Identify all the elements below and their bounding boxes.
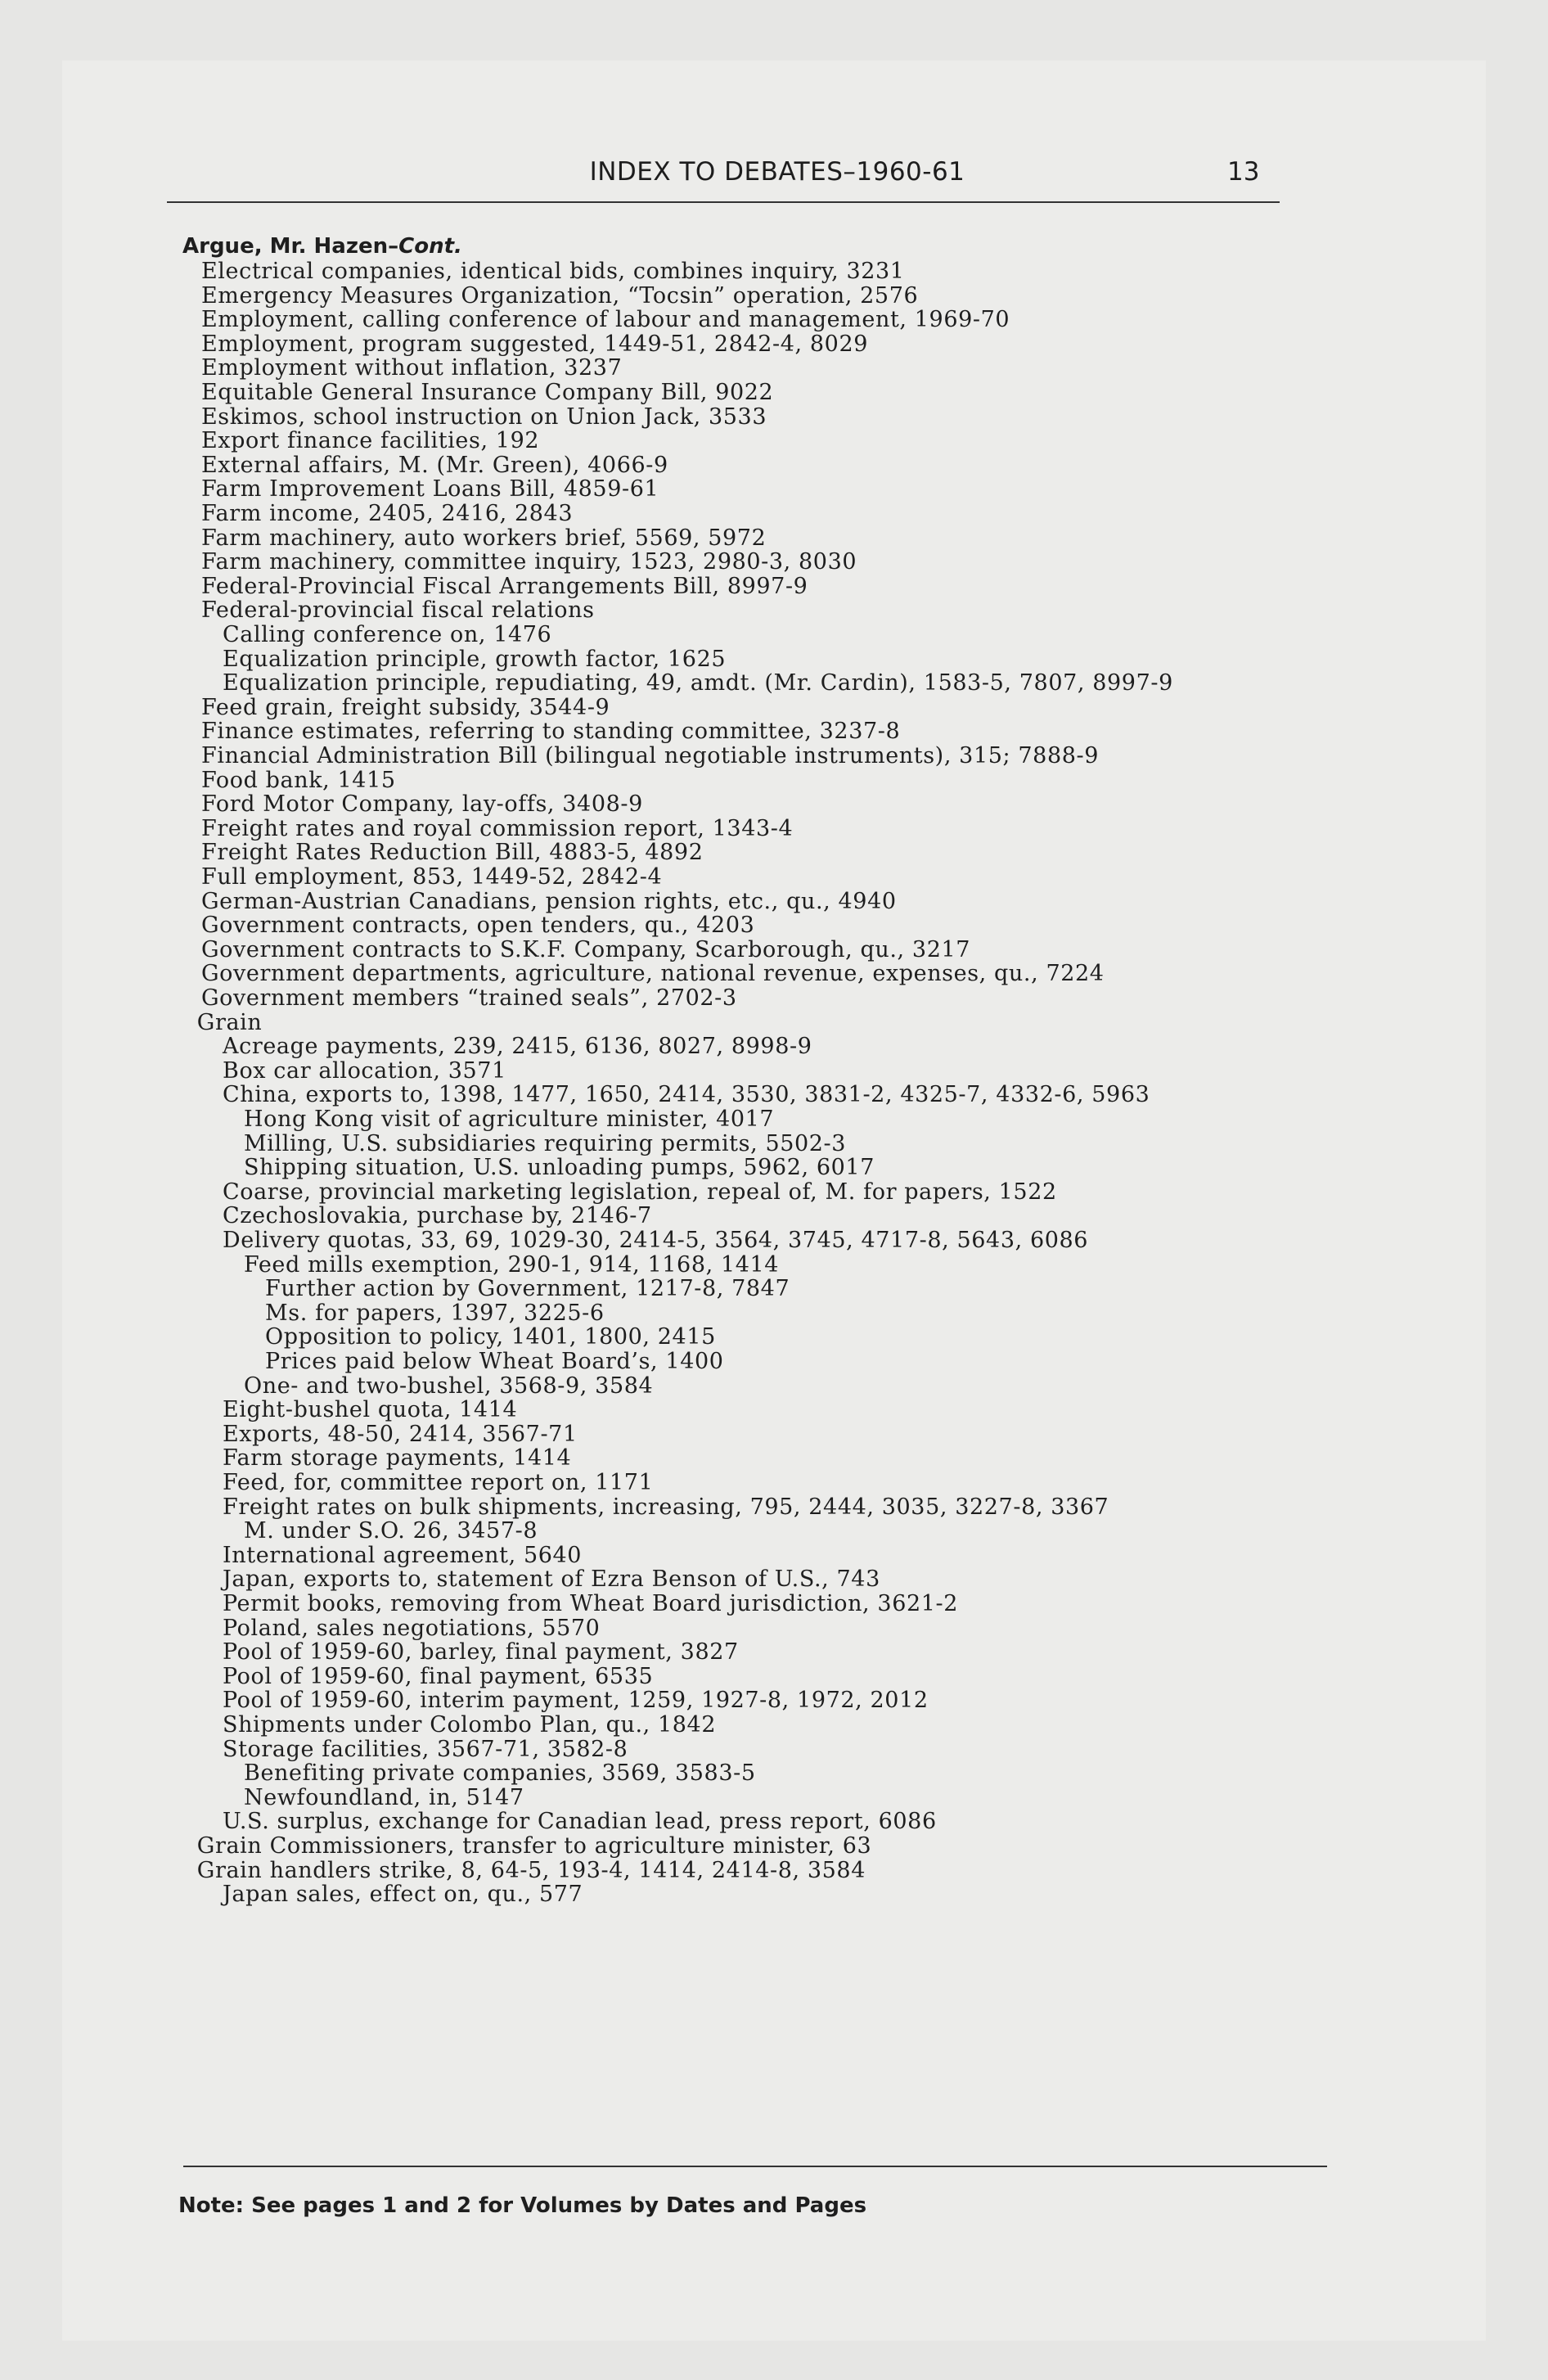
index-entry: Delivery quotas, 33, 69, 1029-30, 2414-5, 3564, 3745, 4717-8, 5643, 6086 <box>223 1228 1089 1253</box>
index-entry: Feed mills exemption, 290-1, 914, 1168, 1414 <box>244 1252 780 1278</box>
index-entry: External affairs, M. (Mr. Green), 4066-9 <box>201 453 668 478</box>
index-entry: Further action by Government, 1217-8, 7847 <box>265 1276 790 1301</box>
index-entry: Coarse, provincial marketing legislation, repeal of, M. for papers, 1522 <box>223 1179 1057 1205</box>
heading-cont: Cont. <box>398 234 462 259</box>
index-entry: Food bank, 1415 <box>201 768 396 793</box>
index-entry: M. under S.O. 26, 3457-8 <box>244 1518 538 1544</box>
index-entry: U.S. surplus, exchange for Canadian lead, press report, 6086 <box>223 1809 937 1834</box>
index-entry: Farm Improvement Loans Bill, 4859-61 <box>201 476 659 502</box>
index-entry: China, exports to, 1398, 1477, 1650, 2414, 3530, 3831-2, 4325-7, 4332-6, 5963 <box>223 1082 1150 1107</box>
index-entry: Grain Commissioners, transfer to agriculture minister, 63 <box>196 1833 872 1859</box>
index-entry: Eight-bushel quota, 1414 <box>223 1397 518 1422</box>
index-entry: Newfoundland, in, 5147 <box>244 1785 524 1810</box>
index-entry: Grain handlers strike, 8, 64-5, 193-4, 1414, 2414-8, 3584 <box>196 1858 866 1883</box>
index-entry: Employment, calling conference of labour and management, 1969-70 <box>201 307 1010 332</box>
index-entry: Hong Kong visit of agriculture minister, 4017 <box>244 1107 775 1132</box>
index-entry: Full employment, 853, 1449-52, 2842-4 <box>201 864 663 890</box>
header-rule <box>167 201 1280 203</box>
index-entry: Milling, U.S. subsidiaries requiring permits, 5502-3 <box>244 1131 847 1156</box>
index-entry: Pool of 1959-60, barley, final payment, 3827 <box>223 1639 739 1665</box>
index-entry: Federal-Provincial Fiscal Arrangements Bill, 8997-9 <box>201 574 808 599</box>
index-entry: Grain <box>196 1010 263 1035</box>
index-entry: Export finance facilities, 192 <box>201 428 540 453</box>
index-entry: Freight Rates Reduction Bill, 4883-5, 4892 <box>201 840 704 865</box>
index-entry: Shipping situation, U.S. unloading pumps, 5962, 6017 <box>244 1155 875 1180</box>
index-entry: Freight rates and royal commission report, 1343-4 <box>201 816 794 841</box>
index-entry: Exports, 48-50, 2414, 3567-71 <box>223 1422 578 1447</box>
index-entry: Farm income, 2405, 2416, 2843 <box>201 501 574 526</box>
index-entry: Japan sales, effect on, qu., 577 <box>223 1882 583 1907</box>
page-title: INDEX TO DEBATES–1960-61 <box>589 157 965 187</box>
index-entry: Equalization principle, repudiating, 49, amdt. (Mr. Cardin), 1583-5, 7807, 8997-9 <box>223 670 1173 696</box>
index-entry: Prices paid below Wheat Board’s, 1400 <box>265 1349 724 1374</box>
index-entry: Pool of 1959-60, final payment, 6535 <box>223 1664 654 1689</box>
index-entry: Government members “trained seals”, 2702-3 <box>201 985 737 1011</box>
page-header <box>62 157 1486 206</box>
index-entry: Government contracts to S.K.F. Company, Scarborough, qu., 3217 <box>201 937 971 962</box>
index-entry: Employment, program suggested, 1449-51, 2842-4, 8029 <box>201 331 869 357</box>
index-entry: Equalization principle, growth factor, 1625 <box>223 647 727 672</box>
index-entry: Japan, exports to, statement of Ezra Benson of U.S., 743 <box>223 1566 880 1592</box>
index-entry: Government departments, agriculture, national revenue, expenses, qu., 7224 <box>201 961 1105 986</box>
index-entry: Farm machinery, auto workers brief, 5569, 5972 <box>201 525 767 551</box>
index-entry: Czechoslovakia, purchase by, 2146-7 <box>223 1203 652 1228</box>
index-entry: Freight rates on bulk shipments, increasing, 795, 2444, 3035, 3227-8, 3367 <box>223 1494 1109 1520</box>
index-entry: Emergency Measures Organization, “Tocsin” operation, 2576 <box>201 283 919 309</box>
index-entry: Shipments under Colombo Plan, qu., 1842 <box>223 1712 717 1738</box>
index-entry: Pool of 1959-60, interim payment, 1259, 1927-8, 1972, 2012 <box>223 1688 929 1713</box>
index-entry: Government contracts, open tenders, qu., 4203 <box>201 913 755 938</box>
index-entry: Poland, sales negotiations, 5570 <box>223 1616 601 1641</box>
index-entry: Opposition to policy, 1401, 1800, 2415 <box>265 1324 716 1350</box>
index-entry: Eskimos, school instruction on Union Jack, 3533 <box>201 404 767 430</box>
index-entry: German-Austrian Canadians, pension rights, etc., qu., 4940 <box>201 889 897 914</box>
index-entry: Box car allocation, 3571 <box>223 1058 506 1084</box>
index-page <box>62 61 1486 2341</box>
index-entry: Feed grain, freight subsidy, 3544-9 <box>201 695 610 720</box>
index-entry: Finance estimates, referring to standing committee, 3237-8 <box>201 719 901 744</box>
footer-note: Note: See pages 1 and 2 for Volumes by Dates and Pages <box>178 2193 867 2218</box>
index-entry: Ford Motor Company, lay-offs, 3408-9 <box>201 791 643 817</box>
heading-name: Argue, Mr. Hazen– <box>182 234 399 259</box>
index-entry: Benefiting private companies, 3569, 3583-5 <box>244 1760 756 1786</box>
index-entry: Equitable General Insurance Company Bill, 9022 <box>201 380 774 405</box>
index-entry: Electrical companies, identical bids, combines inquiry, 3231 <box>201 259 905 284</box>
index-entry: Farm storage payments, 1414 <box>223 1445 572 1471</box>
index-entry: Ms. for papers, 1397, 3225-6 <box>265 1300 605 1326</box>
index-entry: Employment without inflation, 3237 <box>201 355 623 381</box>
index-entry: Feed, for, committee report on, 1171 <box>223 1470 654 1495</box>
index-entry: Storage facilities, 3567-71, 3582-8 <box>223 1737 628 1762</box>
index-entry: Financial Administration Bill (bilingual negotiable instruments), 315; 7888-9 <box>201 743 1100 769</box>
footer-rule <box>183 2166 1327 2167</box>
index-entry: Calling conference on, 1476 <box>223 622 552 647</box>
index-entry: Permit books, removing from Wheat Board jurisdiction, 3621-2 <box>223 1591 959 1616</box>
index-entry: Acreage payments, 239, 2415, 6136, 8027, 8998-9 <box>223 1034 812 1059</box>
index-entry: Federal-provincial fiscal relations <box>201 597 595 623</box>
page-number: 13 <box>1227 157 1260 187</box>
index-entry: Farm machinery, committee inquiry, 1523, 2980-3, 8030 <box>201 549 857 575</box>
entry-heading <box>182 232 462 260</box>
index-entry: International agreement, 5640 <box>223 1543 583 1568</box>
index-entry: One- and two-bushel, 3568-9, 3584 <box>244 1373 654 1399</box>
